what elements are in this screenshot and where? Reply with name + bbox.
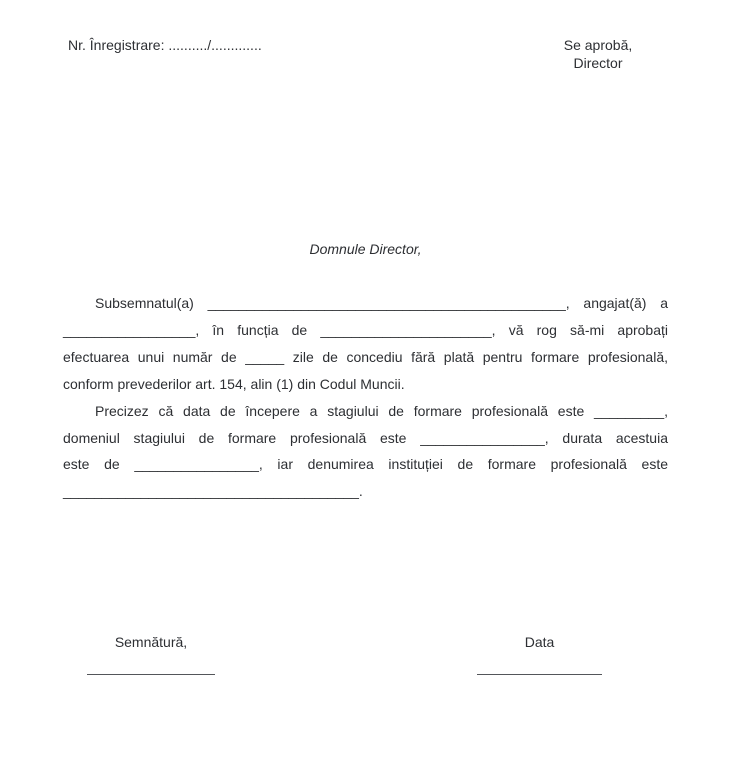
approval-label: Se aprobă, xyxy=(563,37,633,53)
body-line: este de ________________, iar denumirea instituției de formare profesională este xyxy=(63,456,668,473)
registration-number-field: Nr. Înregistrare: ........../............. xyxy=(68,37,262,53)
date-label: Data xyxy=(524,634,555,650)
approval-director-label: Director xyxy=(573,55,623,71)
body-line: _________________, în funcția de ______________________, vă rog să-mi aprobați xyxy=(63,321,668,338)
salutation: Domnule Director, xyxy=(309,241,422,257)
body-line: efectuarea unui număr de _____ zile de concediu fără plată pentru formare profesională, xyxy=(63,348,668,365)
body-line: ______________________________________. xyxy=(63,483,363,500)
body-line: Subsemnatul(a) ______________________________________________, angajat(ă) a xyxy=(95,295,668,311)
body-line: conform prevederilor art. 154, alin (1) din Codul Muncii. xyxy=(63,375,405,392)
body-line: domeniul stagiului de formare profesională este ________________, durata acestuia xyxy=(63,429,668,446)
signature-line xyxy=(87,674,215,675)
approval-block xyxy=(538,36,658,72)
date-line xyxy=(477,674,602,675)
body-line: Precizez că data de începere a stagiului de formare profesională este _________, xyxy=(95,402,668,419)
letter-body xyxy=(63,290,668,505)
date-block xyxy=(477,633,602,675)
signature-label: Semnătură, xyxy=(114,634,188,650)
signature-block xyxy=(87,633,215,675)
